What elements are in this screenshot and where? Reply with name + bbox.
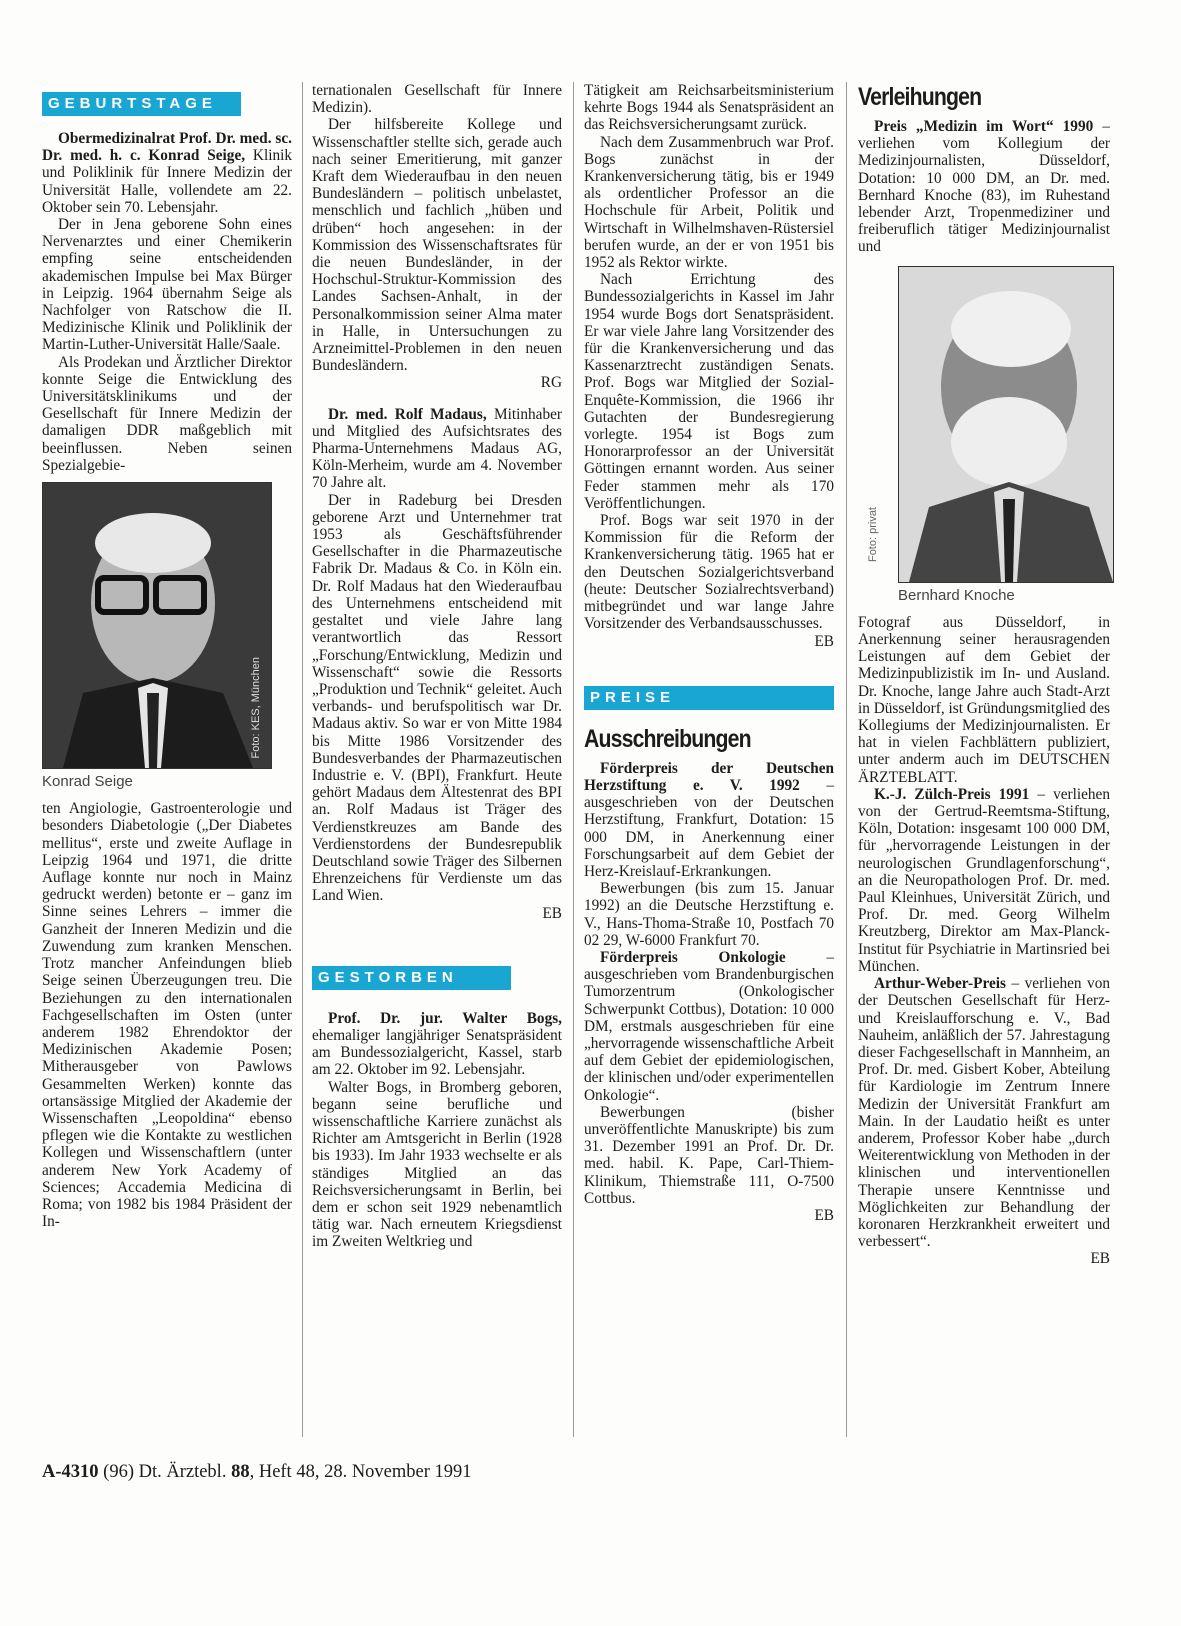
photo-bernhard-knoche: [867, 266, 1114, 583]
photo-konrad-seige: [42, 482, 272, 769]
photo-credit: Foto: privat: [867, 506, 879, 562]
paragraph: Prof. Bogs war seit 1970 in der Kommission für die Reform der Krankenversicherung tätig. 1965 hat er den Deutschen Sozialgerichtsverband (heute: Deutscher Sozialrechtsverband) mitbegründet und war lange Jahre Vorsitzender des Verbandsausschusses. EB: [584, 512, 834, 650]
author-initials: EB: [814, 632, 834, 650]
section-header-geburtstage: GEBURTSTAGE: [42, 92, 292, 116]
paragraph: Der in Radeburg bei Dresden geborene Arzt und Unternehmer trat 1953 als Geschäftsführender Gesellschafter in die Pharmazeutische Fabrik Dr. Madaus & Co. in Köln ein. Dr. Rolf Madaus hat den Wiederaufbau des Unternehmens entscheidend mit gestaltet und viele Jahre lang verantwortlich das Ressort „Forschung/Entwicklung, Medizin und Wissenschaft“ sowie die Ressorts „Produktion und Technik“ geleitet. Auch verbands- und berufspolitisch war Dr. Madaus aktiv. So war er von Mitte 1984 bis Mitte 1986 Vorsitzender des Bundesverbandes der Pharmazeutischen Industrie e. V. (BPI), Frankfurt. Heute gehört Madaus dem Ältestenrat des BPI an. Rolf Madaus ist Träger des Verdienstkreuzes am Bande des Verdienstordens der Bundesrepublik Deutschland sowie Träger des Silbernen Ehrenzeichens für Verdienste um das Land Wien. EB: [312, 491, 562, 922]
column-1: [42, 82, 292, 1230]
column-4: [858, 82, 1110, 1268]
portrait-image: [899, 267, 1113, 582]
author-initials: EB: [814, 1206, 834, 1224]
author-initials: EB: [542, 904, 562, 922]
page-footer: A-4310 (96) Dt. Ärztebl. 88, Heft 48, 28. November 1991: [42, 1462, 472, 1482]
paragraph: Bewerbungen (bisher unveröffentlichte Manuskripte) bis zum 31. Dezember 1991 an Prof. Dr. Dr. med. habil. K. Pape, Carl-Thiem-Klinikum, Thiemstraße 111, O-7500 Cottbus. EB: [584, 1103, 834, 1224]
author-initials: RG: [540, 374, 562, 392]
article-arthur-weber-preis: Arthur-Weber-Preis – verliehen von der Deutschen Gesellschaft für Herz- und Kreislaufforschung e. V., Bad Nauheim, anläßlich der 57. Jahrestagung dieser Fachgesellschaft in Mannheim, an Prof. Dr. med. Gisbert Kober, Abteilung für Kardiologie im Zentrum Innere Medizin der Universität Frankfurt am Main. In der Laudatio heißt es unter anderem, Professor Kober habe „durch Weiterentwicklung von Methoden in der klinischen und interventionellen Therapie unsere Kenntnisse und Möglichkeiten zur Behandlung der koronaren Herzkrankheit erweitert und verbessert“. EB: [858, 975, 1110, 1268]
paragraph: Nach dem Zusammenbruch war Prof. Bogs zunächst in der Krankenversicherung tätig, bis er 1949 als ordentlicher Professor an die Hochschule für Arbeit, Politik und Wirtschaft in Wilhelmshaven-Rüstersiel berufen wurde, an der er von 1951 bis 1952 als Rektor wirkte.: [584, 133, 834, 272]
paragraph: Als Prodekan und Ärztlicher Direktor konnte Seige die Entwicklung des Universitätsklinikums und der Gesellschaft für Innere Medizin der damaligen DDR maßgeblich mit beeinflussen. Neben seinen Spezialgebie-: [42, 353, 292, 474]
section-header-gestorben: GESTORBEN: [312, 966, 562, 990]
photo-credit: Foto: KES, München: [249, 656, 262, 759]
volume-number: 88: [231, 1462, 250, 1482]
headline-verleihungen: Verleihungen: [858, 83, 982, 111]
photo-caption: Bernhard Knoche: [898, 586, 1015, 604]
headline-ausschreibungen: Ausschreibungen: [584, 724, 751, 753]
article-bogs: Prof. Dr. jur. Walter Bogs, ehemaliger langjähriger Senatspräsident am Bundessozialgericht, Kassel, starb am 22. Oktober im 92. Lebensjahr.: [312, 1009, 562, 1079]
article-madaus: Dr. med. Rolf Madaus, Mitinhaber und Mitglied des Aufsichtsrates des Pharma-Unternehmens Madaus AG, Köln-Merheim, wurde am 4. November 70 Jahre alt.: [312, 405, 562, 492]
paragraph: Der hilfsbereite Kollege und Wissenschaftler stellte sich, gerade auch nach seiner Emeritierung, mit ganzer Kraft dem Wiederaufbau in den neuen Bundesländern – politisch unbelastet, menschlich und fachlich „hüben und drüben“ hoch angesehen: in der Kommission des Wissenschaftsrates für die neuen Bundesländer, in der Hochschul-Struktur-Kommission des Landes Sachsen-Anhalt, in der Personalkommission seiner Alma mater in Halle, in Untersuchungen zu Arzneimittel-Problemen in den neuen Bundesländern. RG: [312, 116, 562, 392]
author-initials: EB: [1090, 1250, 1110, 1268]
column-rule: [846, 82, 847, 1437]
paragraph: ten Angiologie, Gastroenterologie und besonders Diabetologie („Der Diabetes mellitus“, erste und zweite Auflage in Leipzig 1964 und 1971, die dritte Auflage konnte nur noch in Mainz gedruckt werden) betonte er – ganz im Sinne seines Lehrers – immer die Ganzheit der Inneren Medizin und die Zuwendung zum kranken Menschen. Trotz mancher Anfeindungen blieb Seige seinen Überzeugungen treu. Die Beziehungen zu den internationalen Fachgesellschaften im Osten (unter anderem 1982 Ehrendoktor der Medizinischen Akademie Posen; Mitherausgeber von Pawlows Gesammelten Werken) konnte das ortansässige Mitglied der Akademie der Wissenschaften „Leopoldina“ ebenso pflegen wie die Kontakte zu westlichen Kollegen und Wissenschaftlern (unter anderem New York Academy of Sciences; Accademia Medicina di Roma; von 1982 bis 1984 Präsident der In-: [42, 800, 292, 1231]
page-code: A-4310: [42, 1462, 99, 1482]
column-rule: [302, 82, 303, 1437]
paragraph: Tätigkeit am Reichsarbeitsministerium kehrte Bogs 1944 als Senatspräsident an das Reichsversicherungsamt zurück.: [584, 82, 834, 134]
column-3: [584, 82, 834, 1224]
photo-caption: Konrad Seige: [42, 773, 133, 791]
article-herzstiftung: Förderpreis der Deutschen Herzstiftung e. V. 1992 – ausgeschrieben von der Deutschen Herzstiftung, Frankfurt, Dotation: 15 000 DM, in Anerkennung einer Forschungsarbeit auf dem Gebiet der Herz-Kreislauf-Erkrankungen.: [584, 759, 834, 880]
paragraph: Nach Errichtung des Bundessozialgerichts in Kassel im Jahr 1954 wurde Bogs dort Senatspräsident. Er war viele Jahre lang Vorsitzender des für die Krankenversicherung und das Kassenarztrecht zuständigen Senats. Prof. Bogs war Mitglied der Sozial-Enquête-Kommission, die 1966 ihr Gutachten der Bundesregierung vorlegte. 1954 ist Bogs zum Honorarprofessor an der Universität Göttingen ernannt worden. Aus seiner Feder stammen mehr als 170 Veröffentlichungen.: [584, 271, 834, 512]
section-header-preise: PREISE: [584, 686, 834, 710]
column-rule: [573, 82, 574, 1437]
paragraph: ternationalen Gesellschaft für Innere Medizin).: [312, 82, 562, 117]
paragraph: Der in Jena geborene Sohn eines Nervenarztes und einer Chemikerin empfing seine entscheidenden akademischen Impulse bei Max Bürger in Leipzig. 1964 übernahm Seige als Nachfolger von Ratschow die II. Medizinische Klinik und Poliklinik der Martin-Luther-Universität Halle/Saale.: [42, 216, 292, 354]
portrait-image: [43, 483, 271, 768]
article-onkologie: Förderpreis Onkologie – ausgeschrieben vom Brandenburgischen Tumorzentrum (Onkologischer Schwerpunkt Cottbus), Dotation: 10 000 DM, erstmals ausgeschrieben für eine „hervorragende wissenschaftliche Arbeit auf dem Gebiet der epidemiologischen, der klinischen und/oder experimentellen Onkologie“.: [584, 948, 834, 1104]
article-seige-intro: Obermedizinalrat Prof. Dr. med. sc. Dr. med. h. c. Konrad Seige, Klinik und Poliklinik für Innere Medizin der Universität Halle, vollendete am 22. Oktober sein 70. Lebensjahr.: [42, 130, 292, 216]
article-zuelch-preis: K.-J. Zülch-Preis 1991 – verliehen von der Gertrud-Reemtsma-Stiftung, Köln, Dotation: insgesamt 100 000 DM, für „hervorragende Leistungen in der neurologischen Grundlagenforschung“, an die Neuropathologen Prof. Dr. med. Paul Kleinhues, Universität Zürich, und Prof. Dr. med. Georg Wilhelm Kreutzberg, Direktor am Max-Planck-Institut für Psychiatrie in Martinsried bei München.: [858, 785, 1110, 975]
paragraph: Fotograf aus Düsseldorf, in Anerkennung seiner herausragenden Leistungen auf dem Gebiet der Medizinpublizistik im In- und Ausland. Dr. Knoche, lange Jahre auch Stadt-Arzt in Düsseldorf, ist Gründungsmitglied des Kollegiums der Medizinjournalisten. Er hat in vielen Fachblättern publiziert, unter anderm auch im DEUTSCHEN ÄRZTEBLATT.: [858, 613, 1110, 786]
column-2: [312, 82, 562, 1251]
article-medizin-im-wort: Preis „Medizin im Wort“ 1990 – verliehen vom Kollegium der Medizinjournalisten, Düsseldorf, Dotation: 10 000 DM, an Dr. med. Bernhard Knoche (83), im Ruhestand lebender Arzt, Tropenmediziner und freiberuflich tätiger Medizinjournalist und: [858, 118, 1110, 256]
paragraph: Bewerbungen (bis zum 15. Januar 1992) an die Deutsche Herzstiftung e. V., Hans-Thoma-Straße 10, Postfach 70 02 29, W-6000 Frankfurt 70.: [584, 880, 834, 949]
paragraph: Walter Bogs, in Bromberg geboren, begann seine berufliche und wissenschaftliche Karriere zunächst als Richter am Amtsgericht in Berlin (1928 bis 1933). Im Jahr 1933 wechselte er als ständiges Mitglied an das Reichsversicherungsamt in Berlin, bei dem er schon seit 1929 nebenamtlich tätig war. Nach erneutem Kriegsdienst im Zweiten Weltkrieg und: [312, 1078, 562, 1251]
